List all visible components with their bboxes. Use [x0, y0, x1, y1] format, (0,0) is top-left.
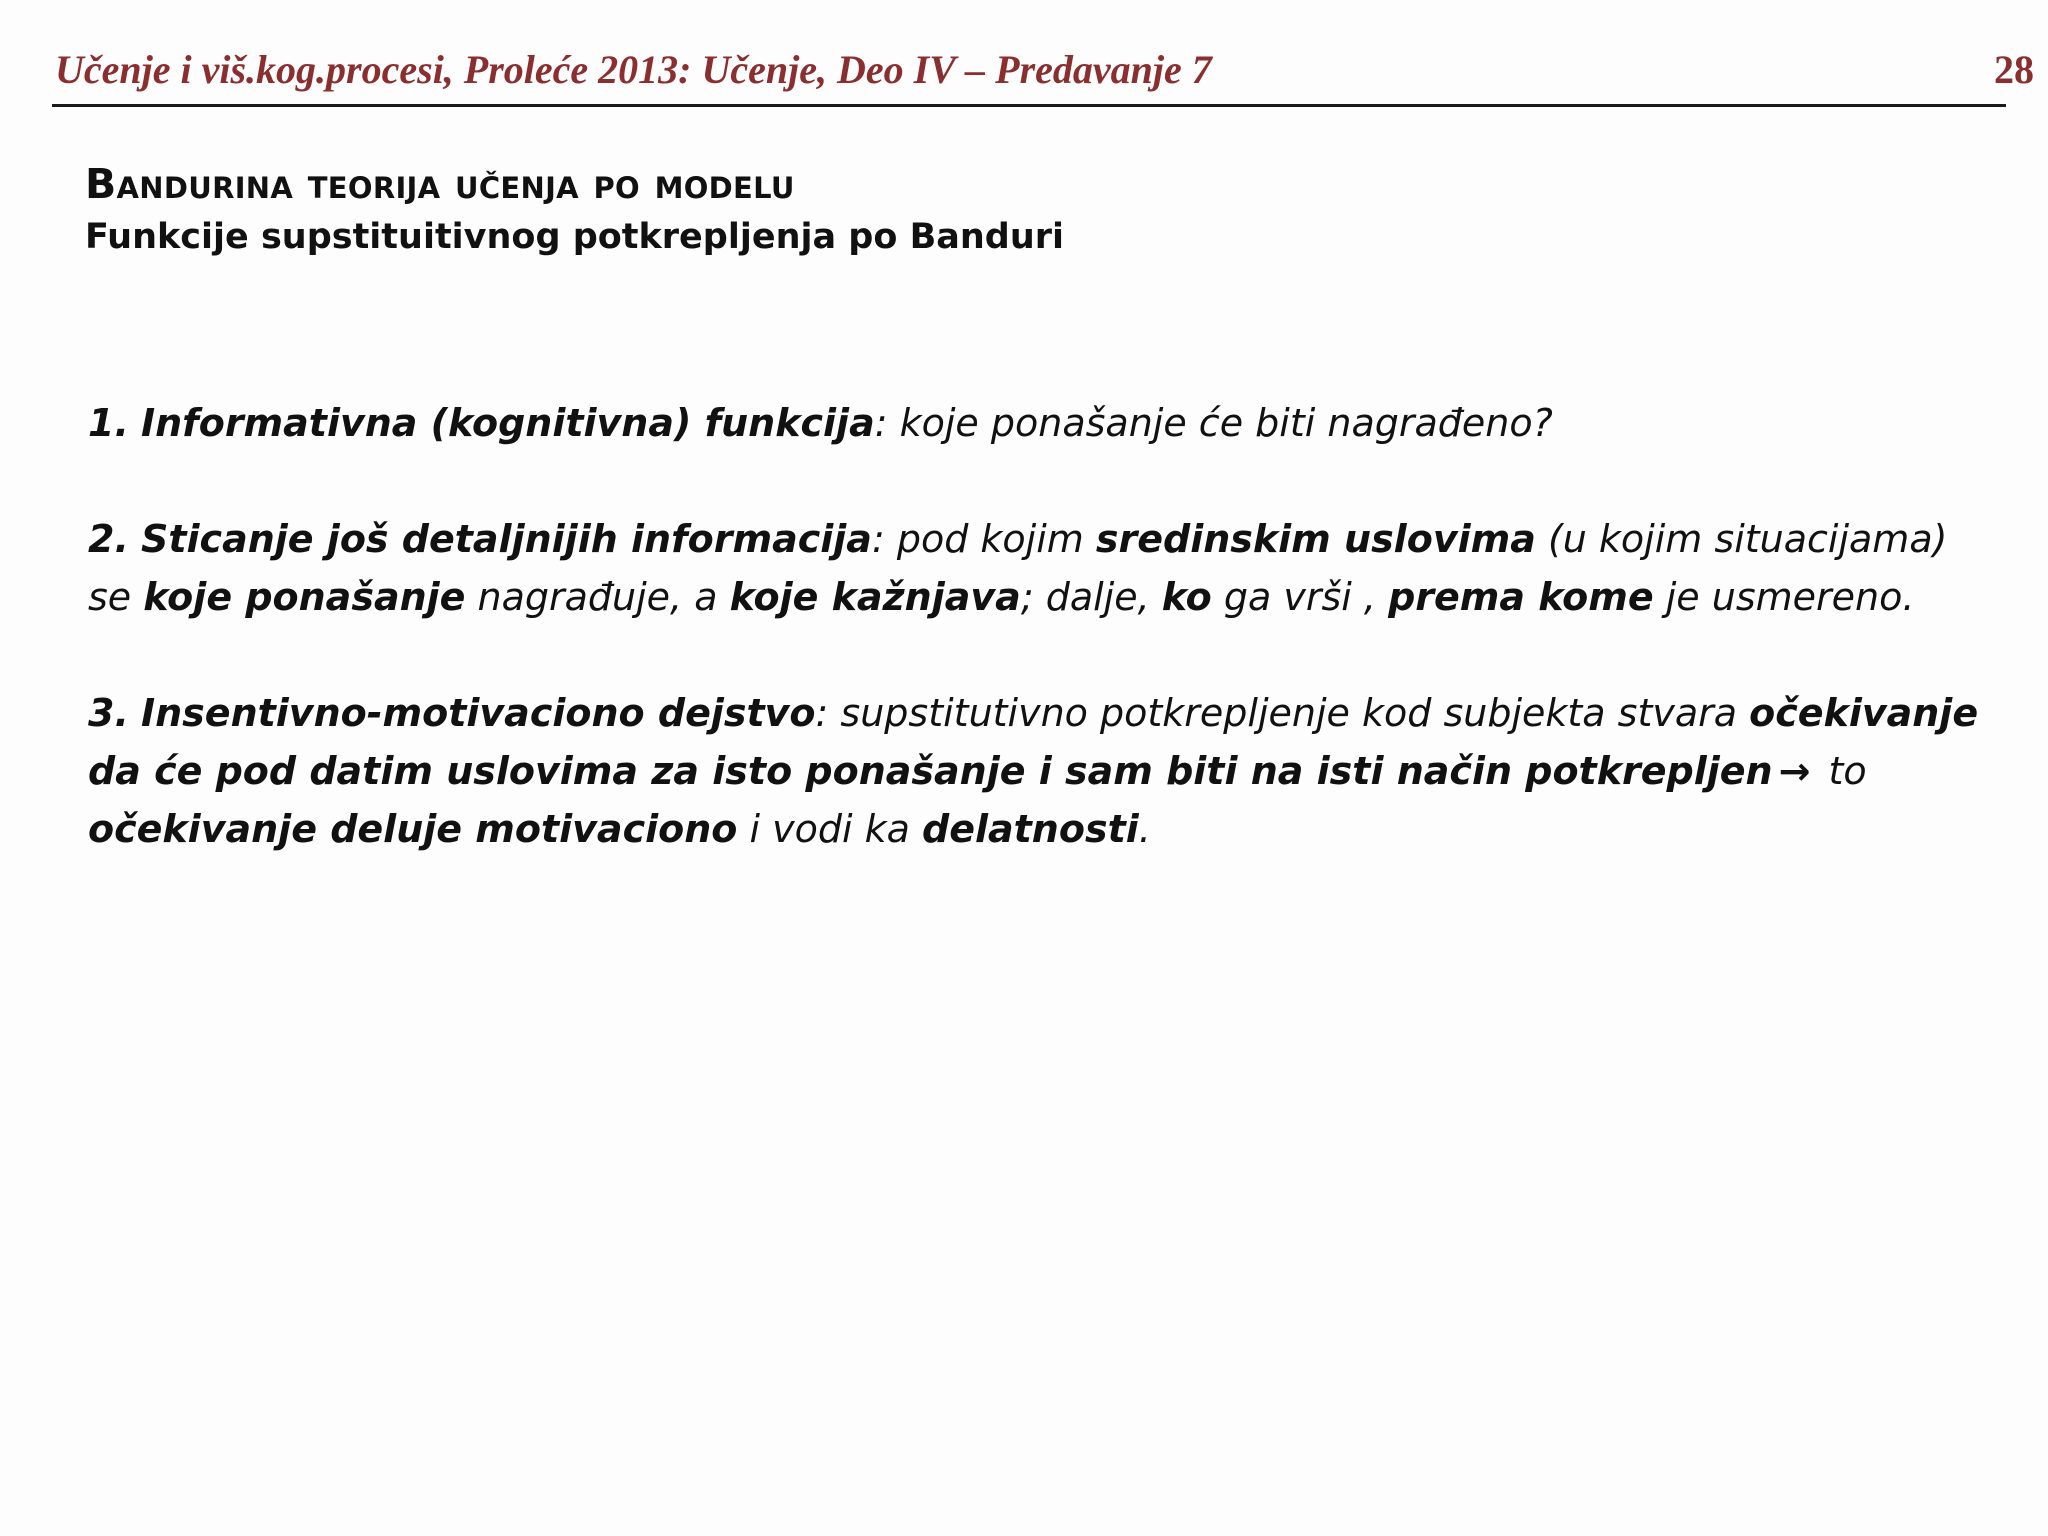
item-title: Insentivno-motivaciono dejstvo: [140, 691, 816, 735]
item-text: nagrađuje, a: [465, 575, 730, 619]
slide-content: [88, 394, 1988, 916]
list-item-detailed-information: [88, 510, 1988, 626]
item-emphasis: prema kome: [1388, 575, 1654, 619]
item-emphasis: sredinskim uslovima: [1095, 517, 1536, 561]
item-emphasis: koje kažnjava: [729, 575, 1021, 619]
header-divider: [52, 104, 2006, 107]
item-text: .: [1138, 807, 1151, 851]
item-text: i vodi ka: [737, 807, 922, 851]
item-emphasis: očekivanje da će pod datim uslovima za isto ponašanje i sam biti na isti način potkrepljen: [88, 691, 1979, 793]
header-title: Učenje i viš.kog.procesi, Proleće 2013: Učenje, Deo IV – Predavanje 7: [55, 47, 1212, 92]
item-text: : koje ponašanje će biti nagrađeno?: [874, 401, 1553, 445]
item-text: je usmereno.: [1653, 575, 1915, 619]
item-emphasis: delatnosti: [922, 807, 1139, 851]
item-emphasis: koje ponašanje: [143, 575, 466, 619]
slide-heading: Bandurina teorija učenja po modelu: [85, 160, 795, 208]
item-text: : pod kojim: [871, 517, 1096, 561]
item-text: : supstitutivno potkrepljenje kod subjekta stvara: [815, 691, 1750, 735]
item-number: 3.: [88, 691, 129, 735]
slide-header: [0, 0, 2048, 110]
item-text: ga vrši ,: [1211, 575, 1389, 619]
item-text: to: [1816, 749, 1867, 793]
list-item-incentive-motivation: [88, 684, 1988, 858]
item-title: Informativna (kognitivna) funkcija: [140, 401, 875, 445]
item-text: (u kojim situacijama) se: [88, 517, 1948, 619]
item-emphasis: očekivanje deluje motivaciono: [88, 807, 738, 851]
item-number: 1.: [88, 401, 129, 445]
page-number: 28: [1994, 47, 2034, 92]
item-title: Sticanje još detaljnijih informacija: [140, 517, 872, 561]
item-number: 2.: [88, 517, 129, 561]
slide-subheading: Funkcije supstituitivnog potkrepljenja po Banduri: [85, 217, 1065, 257]
arrow-right-icon: →: [1778, 749, 1811, 793]
list-item-informative-function: [88, 394, 1988, 452]
item-text: ; dalje,: [1020, 575, 1162, 619]
item-emphasis: ko: [1161, 575, 1212, 619]
